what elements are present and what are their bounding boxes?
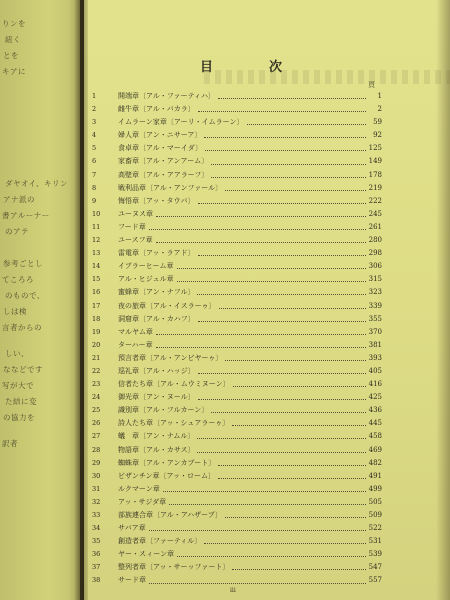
toc-row — [92, 470, 382, 483]
toc-entry — [118, 339, 382, 352]
toc-row — [92, 522, 382, 535]
dot-leader — [177, 268, 366, 269]
chapter-number: 21 — [92, 353, 101, 362]
page-number: 355 — [368, 314, 382, 323]
page-number: 339 — [368, 301, 382, 310]
dot-leader — [149, 530, 366, 531]
chapter-number: 14 — [92, 262, 101, 271]
chapter-title: ユースフ章 — [118, 236, 153, 245]
toc-entry — [118, 116, 382, 129]
toc-entry — [118, 182, 382, 195]
chapter-number: 27 — [92, 432, 101, 441]
dot-leader — [198, 399, 366, 400]
left-page-fragment: とを — [3, 51, 19, 60]
page-number: 178 — [368, 170, 382, 179]
toc-entry — [118, 378, 382, 391]
dot-leader — [204, 543, 366, 544]
page-number: 469 — [368, 445, 382, 454]
dot-leader — [233, 386, 366, 387]
page-number: 323 — [368, 288, 382, 297]
chapter-number: 1 — [92, 92, 97, 100]
chapter-title: フード章 — [118, 222, 146, 231]
left-page-fragment: ななどです — [3, 365, 43, 374]
chapter-title: イムラーン家章〔アーリ・イムラーン〕 — [118, 118, 244, 127]
toc-row — [92, 496, 382, 509]
left-page-fragment: アナ派の — [3, 195, 35, 204]
toc-entry — [118, 273, 382, 286]
dot-leader — [211, 177, 366, 178]
dot-leader — [156, 334, 366, 335]
chapter-title: 巡礼章〔アル・ハッジ〕 — [118, 366, 195, 375]
dot-leader — [232, 425, 366, 426]
chapter-title: 開端章〔アル・ファーティハ〕 — [118, 92, 216, 100]
toc-row — [92, 129, 382, 142]
toc-entry — [118, 548, 382, 561]
left-page-fragment: 写が大で — [2, 381, 34, 390]
toc-entry — [118, 535, 382, 548]
page-number: 222 — [368, 196, 382, 205]
toc-row — [92, 548, 382, 561]
chapter-title: 雌牛章〔アル・バカラ〕 — [118, 105, 195, 114]
dot-leader — [198, 373, 366, 374]
toc-entry — [118, 365, 382, 378]
toc-row — [92, 509, 382, 522]
toc-row — [92, 273, 382, 286]
chapter-title: 蜜蜂章〔アン・ナフル〕 — [118, 288, 195, 297]
chapter-title: ヤー・スィーン章 — [118, 550, 175, 559]
page-number: 505 — [368, 497, 382, 506]
left-page-fragment: てころろ — [2, 275, 34, 284]
dot-leader — [177, 556, 366, 557]
left-page-fragment: 言者からの — [2, 323, 42, 332]
page-number: 370 — [368, 327, 382, 336]
chapter-title: サード章 — [118, 576, 146, 585]
left-page-fragment: 書アルーナー — [2, 211, 50, 220]
page-number: 306 — [368, 262, 382, 271]
chapter-title: 部族連合章〔アル・アハザーブ〕 — [118, 511, 223, 519]
toc-row — [92, 247, 382, 260]
toc-row — [92, 404, 382, 417]
toc-row — [92, 574, 382, 587]
toc-entry — [118, 522, 382, 535]
chapter-number: 29 — [92, 458, 101, 467]
chapter-number: 24 — [92, 393, 101, 402]
page-number: 298 — [368, 249, 382, 258]
left-page-fragment: ダヤオイ、キリン — [5, 179, 68, 188]
chapter-number: 34 — [92, 524, 101, 533]
toc-row — [92, 313, 382, 326]
chapter-number: 36 — [92, 550, 101, 559]
dot-leader — [198, 111, 366, 112]
dot-leader — [225, 517, 366, 518]
toc-entry — [118, 430, 382, 443]
toc-row — [92, 391, 382, 404]
page-number: 557 — [368, 576, 382, 585]
chapter-number: 33 — [92, 511, 101, 519]
page-number: 92 — [373, 131, 382, 140]
chapter-number: 13 — [92, 249, 101, 258]
chapter-number: 32 — [92, 497, 101, 506]
dot-leader — [198, 255, 366, 256]
chapter-number: 4 — [92, 131, 97, 140]
toc-row — [92, 195, 382, 208]
chapter-number: 25 — [92, 406, 101, 415]
dot-leader — [225, 360, 366, 361]
chapter-number: 26 — [92, 419, 101, 428]
toc-entry — [118, 142, 382, 155]
left-page-fragment: りンを — [2, 19, 26, 28]
chapter-title: アッ・サジダ章 — [118, 497, 167, 506]
toc-row — [92, 103, 382, 116]
chapter-number: 30 — [92, 471, 101, 480]
toc-entry — [118, 391, 382, 404]
page-footer-number: iii — [230, 587, 236, 594]
chapter-title: 詩人たち章〔アッ・シュアラーゥ〕 — [118, 419, 230, 428]
toc-row — [92, 535, 382, 548]
toc-entry — [118, 155, 382, 168]
dot-leader — [205, 150, 366, 151]
toc-entry — [118, 457, 382, 470]
chapter-title: ルクマーン章 — [118, 484, 160, 493]
page-number: 125 — [368, 144, 382, 153]
page-number: 2 — [377, 105, 382, 114]
toc-entry — [118, 129, 382, 142]
toc-row — [92, 260, 382, 273]
chapter-title: 預言者章〔アル・アンビヤーゥ〕 — [118, 353, 223, 362]
page-number: 261 — [368, 222, 382, 231]
left-page-fragment: の協力を — [3, 413, 35, 422]
chapter-number: 35 — [92, 537, 101, 546]
chapter-title: 家畜章〔アル・アンアーム〕 — [118, 157, 209, 166]
toc-title-char-1: 目 — [200, 60, 214, 75]
dot-leader — [149, 583, 366, 584]
page-number: 522 — [368, 524, 382, 533]
left-page-fragment: 訳者 — [2, 439, 18, 448]
chapter-title: 戦利品章〔アル・アンファール〕 — [118, 183, 223, 192]
toc-row — [92, 326, 382, 339]
toc-entry — [118, 352, 382, 365]
toc-entry — [118, 221, 382, 234]
page-number: 425 — [368, 393, 382, 402]
toc-entry — [118, 561, 382, 574]
toc-row — [92, 300, 382, 313]
page-number: 458 — [368, 432, 382, 441]
toc-entry — [118, 286, 382, 299]
toc-row — [92, 221, 382, 234]
dot-leader — [169, 504, 366, 505]
chapter-number: 3 — [92, 118, 97, 127]
chapter-number: 10 — [92, 209, 101, 218]
chapter-number: 37 — [92, 563, 101, 572]
chapter-number: 5 — [92, 144, 97, 153]
page-number: 491 — [368, 471, 382, 480]
chapter-number: 19 — [92, 327, 101, 336]
dot-leader — [198, 321, 366, 322]
dot-leader — [204, 137, 366, 138]
page-number: 539 — [368, 550, 382, 559]
chapter-title: 蜘蛛章〔アル・アンカブート〕 — [118, 458, 216, 467]
chapter-title: ユーヌス章 — [118, 209, 153, 218]
chapter-title: 整列者章〔アッ・サーッファート〕 — [118, 563, 230, 572]
toc-entry — [118, 404, 382, 417]
left-page — [0, 0, 80, 600]
dot-leader — [247, 124, 366, 125]
chapter-title: ターハー章 — [118, 340, 153, 349]
toc-row — [92, 182, 382, 195]
dot-leader — [219, 308, 366, 309]
page-number: 509 — [368, 511, 382, 519]
page-number: 547 — [368, 563, 382, 572]
toc-row — [92, 378, 382, 391]
left-page-fragment: のもので、 — [5, 291, 45, 300]
chapter-title: サバア章 — [118, 524, 146, 533]
toc-entry — [118, 574, 382, 587]
chapter-title: 食卓章〔アル・マーイダ〕 — [118, 144, 203, 153]
left-page-fragment: 紐く — [5, 35, 21, 44]
left-page-fragment: た結に変 — [5, 397, 37, 406]
dot-leader — [163, 491, 366, 492]
toc-entry — [118, 313, 382, 326]
page-number: 416 — [368, 380, 382, 389]
toc-entry — [118, 234, 382, 247]
toc-entry — [118, 247, 382, 260]
dot-leader — [218, 98, 366, 99]
chapter-title: 高壁章〔アル・アアラーフ〕 — [118, 170, 209, 179]
chapter-number: 28 — [92, 445, 101, 454]
chapter-title: 信者たち章〔アル・ムウミヌーン〕 — [118, 380, 230, 389]
left-page-fragment: しは検 — [3, 307, 27, 316]
dot-leader — [232, 569, 366, 570]
left-page-fragment: のアテ — [5, 227, 29, 236]
chapter-title: 婦人章〔アン・ニサーア〕 — [118, 131, 202, 140]
page-number: 393 — [368, 353, 382, 362]
chapter-number: 38 — [92, 576, 101, 585]
toc-row — [92, 116, 382, 129]
toc-title-char-2: 次 — [269, 60, 283, 75]
dot-leader — [225, 190, 366, 191]
toc-row — [92, 352, 382, 365]
chapter-number: 6 — [92, 157, 97, 166]
page-number: 315 — [368, 275, 382, 284]
toc-entry — [118, 496, 382, 509]
chapter-number: 22 — [92, 366, 101, 375]
page-number: 280 — [368, 236, 382, 245]
page-number: 149 — [368, 157, 382, 166]
toc-entry — [118, 483, 382, 496]
toc-row — [92, 208, 382, 221]
dot-leader — [211, 164, 366, 165]
chapter-title: マルヤム章 — [118, 327, 153, 336]
toc-entry — [118, 470, 382, 483]
chapter-title: 夜の旅章〔アル・イスラーゥ〕 — [118, 301, 216, 310]
toc-entry — [118, 169, 382, 182]
chapter-number: 15 — [92, 275, 101, 284]
toc-row — [92, 430, 382, 443]
chapter-number: 11 — [92, 222, 101, 231]
toc-row — [92, 457, 382, 470]
toc-title — [200, 56, 282, 75]
toc-row — [92, 169, 382, 182]
dot-leader — [197, 294, 366, 295]
page-number: 59 — [373, 118, 382, 127]
toc-row — [92, 444, 382, 457]
chapter-title: 御光章〔アン・ヌール〕 — [118, 393, 195, 402]
left-page-fragment: 参考ごとし — [3, 259, 43, 268]
chapter-number: 20 — [92, 340, 101, 349]
dot-leader — [177, 281, 366, 282]
chapter-number: 23 — [92, 380, 101, 389]
toc-row — [92, 155, 382, 168]
chapter-number: 2 — [92, 105, 97, 114]
toc-entry — [118, 326, 382, 339]
chapter-title: 悔悟章〔アッ・タウバ〕 — [118, 196, 195, 205]
toc-entry — [118, 260, 382, 273]
chapter-number: 7 — [92, 170, 97, 179]
chapter-number: 18 — [92, 314, 101, 323]
chapter-number: 16 — [92, 288, 101, 297]
page-number: 499 — [368, 484, 382, 493]
toc-entry — [118, 509, 382, 522]
chapter-number: 31 — [92, 484, 101, 493]
toc-list — [92, 90, 382, 588]
dot-leader — [198, 203, 366, 204]
page-number: 245 — [368, 209, 382, 218]
toc-row — [92, 234, 382, 247]
chapter-title: 蟻 章〔アン・ナムル〕 — [118, 432, 195, 441]
toc-entry — [118, 417, 382, 430]
toc-row — [92, 339, 382, 352]
dot-leader — [156, 242, 366, 243]
toc-row — [92, 483, 382, 496]
page-number: 381 — [368, 340, 382, 349]
toc-row — [92, 365, 382, 378]
dot-leader — [149, 229, 366, 230]
chapter-number: 8 — [92, 183, 97, 192]
chapter-title: 洞窟章〔アル・カハフ〕 — [118, 314, 195, 323]
page-number: 405 — [368, 366, 382, 375]
chapter-number: 9 — [92, 196, 97, 205]
chapter-number: 12 — [92, 236, 101, 245]
page-number: 219 — [368, 183, 382, 192]
dot-leader — [197, 452, 366, 453]
toc-entry — [118, 444, 382, 457]
toc-entry — [118, 208, 382, 221]
dot-leader — [218, 478, 366, 479]
left-page-fragment: しい、 — [5, 349, 29, 358]
left-page-fragment: キアに — [2, 67, 26, 76]
toc-entry — [118, 103, 382, 116]
chapter-number: 17 — [92, 301, 101, 310]
toc-row — [92, 561, 382, 574]
book-gutter — [74, 0, 88, 600]
page-number: 445 — [368, 419, 382, 428]
page-number: 482 — [368, 458, 382, 467]
dot-leader — [211, 412, 366, 413]
page-number: 531 — [368, 537, 382, 546]
toc-entry — [118, 300, 382, 313]
page-column-label: 頁 — [368, 81, 375, 89]
chapter-title: 物語章〔アル・カサス〕 — [118, 445, 195, 454]
chapter-title: ビザンチン章〔アッ・ローム〕 — [118, 471, 216, 480]
dot-leader — [197, 438, 366, 439]
toc-entry — [118, 195, 382, 208]
chapter-title: アル・ヒジュル章 — [118, 275, 174, 284]
dot-leader — [218, 465, 366, 466]
dot-leader — [156, 216, 366, 217]
dot-leader — [156, 347, 366, 348]
page-number: 1 — [377, 92, 382, 100]
toc-entry — [118, 90, 382, 103]
toc-row — [92, 286, 382, 299]
toc-row — [92, 142, 382, 155]
chapter-title: 識別章〔アル・フルカーン〕 — [118, 406, 209, 415]
page-edge-shadow — [436, 0, 450, 600]
toc-row — [92, 417, 382, 430]
toc-row — [92, 90, 382, 103]
chapter-title: イブラーヒーム章 — [118, 262, 174, 271]
page-number: 436 — [368, 406, 382, 415]
chapter-title: 創造者章〔ファーティル〕 — [118, 537, 202, 546]
chapter-title: 雷電章〔アッ・ラアド〕 — [118, 249, 195, 258]
